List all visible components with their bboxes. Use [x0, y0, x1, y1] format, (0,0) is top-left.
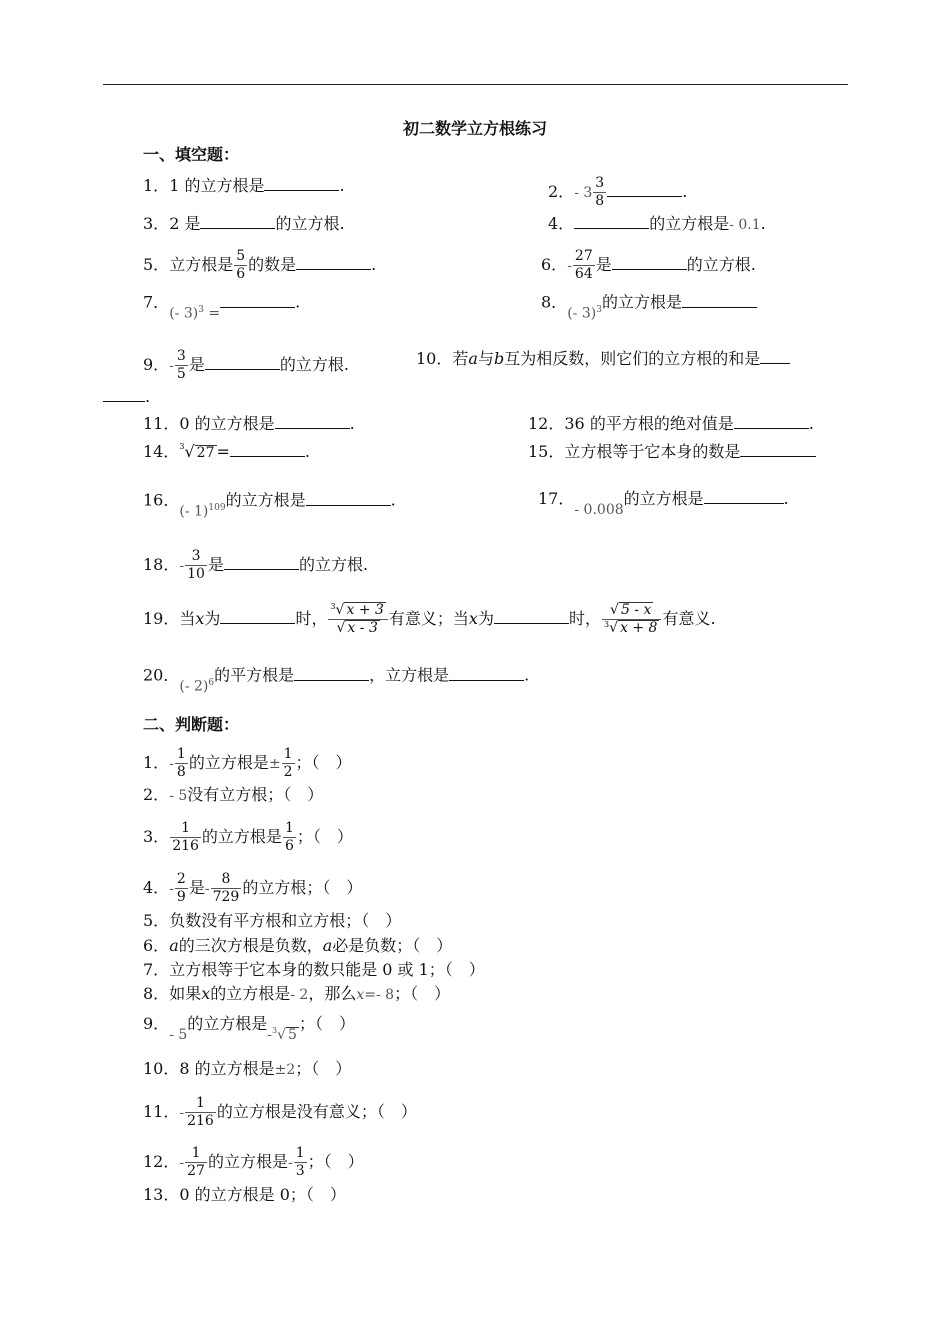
- fill-q18: 18．- $\frac{3}{10}$ 是 的立方根.: [143, 548, 369, 582]
- fill-q15: 15．立方根等于它本身的数是: [528, 441, 816, 462]
- fill-q9: 9．- $\frac{3}{5}$ 是 的立方根.: [143, 348, 349, 382]
- fill-q2: 2．- 3 $\frac{3}{8}$ .: [548, 175, 688, 209]
- fill-q11: 11．0 的立方根是 .: [143, 414, 355, 433]
- section-judge-heading: 二、判断题：: [143, 715, 240, 734]
- judge-q7: 7．立方根等于它本身的数只能是 0 或 1；（ ）: [143, 960, 485, 979]
- fill-q19: 19．当x为 时， $\frac{^3√ x + 3}{√ x - 3}$ 有意义；当x为 时， $\frac{√ 5 - x}{^3√ x + 8}$ 有意义.: [143, 602, 716, 636]
- judge-q4: 4．- $\frac{2}{9}$ 是- $\frac{8}{729}$ 的立方根；（ ）: [143, 871, 363, 905]
- header-rule: [103, 84, 848, 85]
- fill-q12: 12．36 的平方根的绝对值是 .: [528, 414, 814, 433]
- fill-q4: 4． 的立方根是- 0.1.: [548, 214, 766, 233]
- fill-q16: 16．(- 1)$^{109}$的立方根是 .: [143, 490, 396, 520]
- judge-q5: 5．负数没有平方根和立方根；（ ）: [143, 911, 402, 930]
- fill-q5: 5．立方根是 $\frac{5}{6}$ 的数是 .: [143, 248, 377, 282]
- fill-q1: 1．1 的立方根是 .: [143, 176, 345, 195]
- fill-q7: 7．(- 3)$^3$ =.: [143, 292, 301, 322]
- fill-q10-cont: .: [103, 386, 150, 407]
- judge-q3: 3． $\frac{1}{216}$ 的立方根是 $\frac{1}{6}$ ；（ ）: [143, 820, 353, 854]
- judge-q9: 9．- 5的立方根是-$^3$√ 5；（ ）: [143, 1014, 355, 1043]
- judge-q8: 8．如果x的立方根是- 2，那么x=- 8；（ ）: [143, 984, 451, 1003]
- judge-q2: 2．- 5没有立方根；（ ）: [143, 785, 324, 804]
- judge-q1: 1．- $\frac{1}{8}$ 的立方根是± $\frac{1}{2}$ ；（ ）: [143, 746, 352, 780]
- judge-q12: 12．- $\frac{1}{27}$ 的立方根是- $\frac{1}{3}$ ；（ ）: [143, 1145, 364, 1179]
- judge-q6: 6．a的三次方根是负数，a必是负数；（ ）: [143, 936, 453, 955]
- fill-q3: 3．2 是 的立方根.: [143, 214, 345, 233]
- fill-q6: 6．- $\frac{27}{64}$ 是 的立方根.: [541, 248, 756, 282]
- page-title: 初二数学立方根练习: [402, 119, 547, 138]
- judge-q13: 13．0 的立方根是 0；（ ）: [143, 1185, 346, 1204]
- fill-q14: 14．$^3$√ 27 = .: [143, 442, 310, 461]
- fill-q10: 10．若a与b互为相反数，则它们的立方根的和是: [416, 348, 790, 369]
- fill-q20: 20．(- 2)$^6$的平方根是 ，立方根是 .: [143, 665, 530, 695]
- section-fill-heading: 一、填空题：: [143, 145, 240, 164]
- judge-q10: 10．8 的立方根是±2；（ ）: [143, 1059, 352, 1078]
- judge-q11: 11．- $\frac{1}{216}$ 的立方根是没有意义；（ ）: [143, 1095, 417, 1129]
- fill-q17: 17．- 0.008的立方根是 .: [538, 489, 789, 518]
- fill-q8: 8．(- 3)$^3$的立方根是: [541, 290, 757, 314]
